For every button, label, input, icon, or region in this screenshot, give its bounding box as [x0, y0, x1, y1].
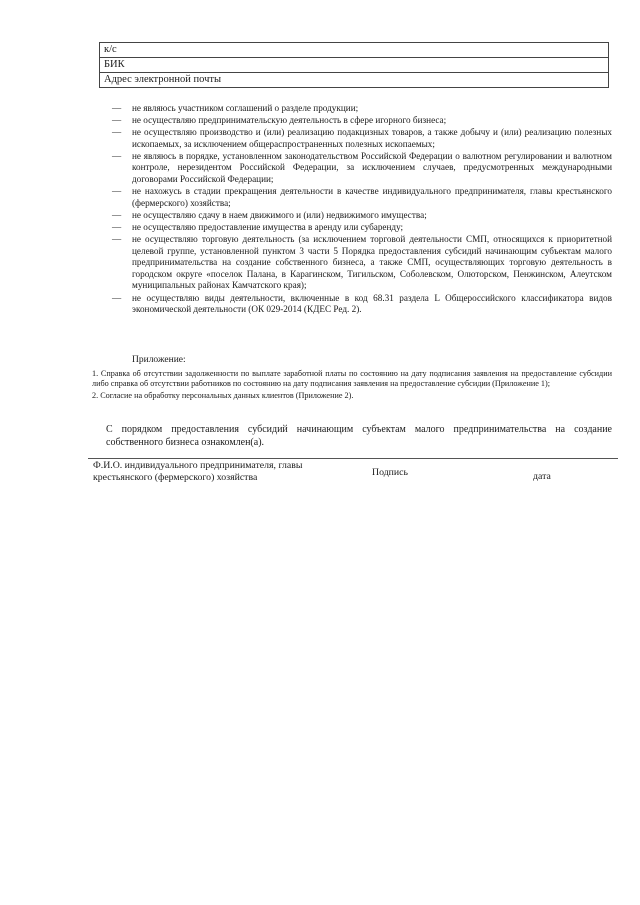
- list-item: [112, 234, 612, 292]
- declaration-text: не осуществляю виды деятельности, включенные в код 68.31 раздела L Общероссийского классификатора видов экономической деятельности (ОК 029-2014 (КДЕС Ред. 2).: [132, 292, 612, 315]
- declaration-text: не являюсь участником соглашений о разделе продукции;: [132, 103, 359, 113]
- list-item: [112, 210, 612, 222]
- signature-fio-label: Ф.И.О. индивидуального предпринимателя, главы крестьянского (фермерского) хозяйства: [93, 460, 303, 483]
- declaration-text: не являюсь в порядке, установленном законодательством Российской Федерации о валютном регулировании и валютном контроле, нерезидентом Российской Федерации, за исключением случаев, предусмотренных международными договорами Российской Федерации;: [132, 150, 612, 185]
- list-item: [112, 151, 612, 186]
- signature-line: [88, 458, 618, 459]
- list-item: [112, 115, 612, 127]
- declarations-list: [112, 103, 612, 316]
- dash-marker: —: [112, 150, 122, 161]
- appendix-title: Приложение:: [132, 355, 186, 365]
- dash-marker: —: [112, 103, 122, 113]
- list-item: [112, 127, 612, 150]
- declaration-text: не осуществляю производство и (или) реализацию подакцизных товаров, а также добычу и (или) реализацию полезных ископаемых, за исключением общераспространенных полезных ископаемых;: [132, 127, 612, 149]
- table-cell-email: Адрес электронной почты: [100, 73, 609, 88]
- dash-marker: —: [112, 209, 122, 220]
- list-item: [112, 186, 612, 209]
- declaration-text: не осуществляю предпринимательскую деятельность в сфере игорного бизнеса;: [132, 115, 447, 126]
- list-item: [112, 103, 612, 115]
- signature-sign-label: Подпись: [372, 467, 408, 478]
- table-row: [100, 73, 609, 88]
- dash-marker: —: [112, 292, 122, 303]
- acknowledgement-text: С порядком предоставления субсидий начинающим субъектам малого предпринимательства на создание собственного бизнеса ознакомлен(а).: [106, 424, 612, 448]
- bank-details-table: [99, 42, 609, 88]
- declaration-text: не осуществляю сдачу в наем движимого и (или) недвижимого имущества;: [132, 209, 427, 220]
- signature-date-label: дата: [533, 471, 551, 482]
- list-item: [112, 293, 612, 316]
- dash-marker: —: [112, 234, 122, 245]
- table-cell-ks: к/с: [100, 43, 609, 58]
- dash-marker: —: [112, 115, 122, 126]
- table-row: [100, 58, 609, 73]
- declaration-text: не осуществляю предоставление имущества в аренду или субаренду;: [132, 221, 404, 232]
- appendix-item: 1. Справка об отсутствии задолженности по выплате заработной платы по состоянию на дату подписания заявления на предоставление субсидии либо справка об отсутствии работников по состоянию на дату подписания заявления на предоставление субсидии (Приложение 1);: [92, 369, 612, 389]
- dash-marker: —: [112, 186, 122, 197]
- table-cell-bik: БИК: [100, 58, 609, 73]
- table-row: [100, 43, 609, 58]
- appendix-item: 2. Согласие на обработку персональных данных клиентов (Приложение 2).: [92, 390, 354, 400]
- dash-marker: —: [112, 127, 122, 138]
- list-item: [112, 222, 612, 234]
- dash-marker: —: [112, 221, 122, 232]
- declaration-text: не нахожусь в стадии прекращения деятельности в качестве индивидуального предпринимателя, главы крестьянского (фермерского) хозяйства;: [132, 186, 612, 208]
- declaration-text: не осуществляю торговую деятельность (за исключением торговой деятельности СМП, относящихся к приоритетной целевой группе, установленной пунктом 3 части 5 Порядка предоставления субсидий начинающим субъектам малого предпринимательства на создание собственного бизнеса, а также СМП, осуществляющих торговую деятельность в городском округе «поселок Палана, в Карагинском, Тигильском, Соболевском, Олюторском, Пенжинском, Алеутском муниципальных районах Камчатского края);: [132, 234, 612, 291]
- appendix-list: [92, 369, 612, 402]
